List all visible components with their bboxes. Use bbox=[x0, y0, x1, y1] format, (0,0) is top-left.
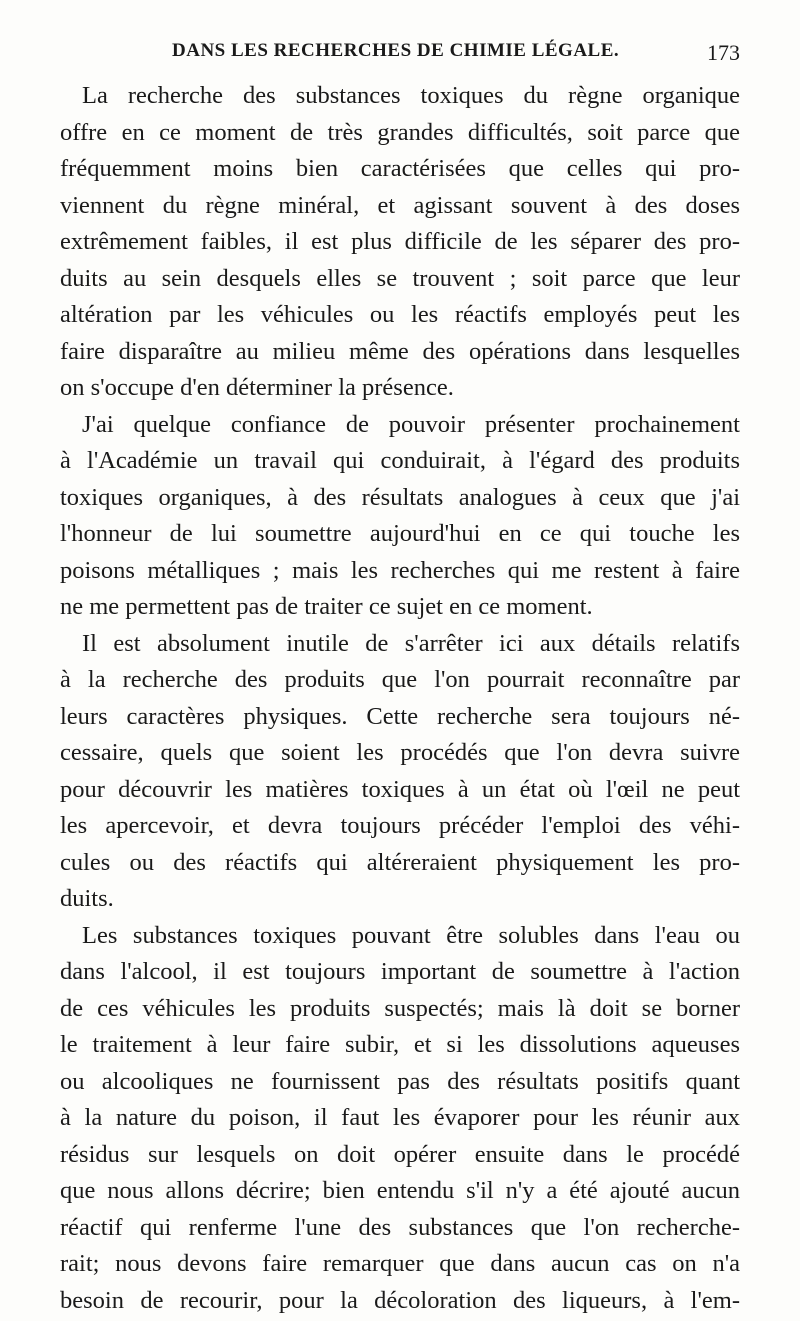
text-line: dans l'alcool, il est toujours important de soumettre à l'action bbox=[60, 958, 740, 985]
text-line: l'honneur de lui soumettre aujourd'hui en ce qui touche les bbox=[60, 520, 740, 547]
text-line: réactif qui renferme l'une des substances que l'on recherche- bbox=[60, 1213, 740, 1241]
text-line: besoin de recourir, pour la décoloration des liqueurs, à l'em- bbox=[60, 1286, 740, 1314]
text-line: à la recherche des produits que l'on pourrait reconnaître par bbox=[60, 666, 740, 693]
text-line: fréquemment moins bien caractérisées que celles qui pro- bbox=[60, 155, 740, 182]
text-line: cules ou des réactifs qui altéreraient physiquement les pro- bbox=[60, 848, 740, 876]
text-line: ou alcooliques ne fournissent pas des résultats positifs quant bbox=[60, 1067, 740, 1095]
text-line: offre en ce moment de très grandes difficultés, soit parce que bbox=[60, 118, 740, 146]
text-line: ne me permettent pas de traiter ce sujet en ce moment. bbox=[60, 593, 593, 620]
text-line: les apercevoir, et devra toujours précéder l'emploi des véhi- bbox=[60, 812, 740, 839]
text-line: à l'Académie un travail qui conduirait, à l'égard des produits bbox=[60, 447, 740, 474]
text-line: de ces véhicules les produits suspectés; mais là doit se borner bbox=[60, 994, 740, 1022]
text-line: résidus sur lesquels on doit opérer ensuite dans le procédé bbox=[60, 1140, 740, 1168]
text-line: rait; nous devons faire remarquer que dans aucun cas on n'a bbox=[60, 1250, 740, 1277]
text-line: duits au sein desquels elles se trouvent ; soit parce que leur bbox=[60, 264, 740, 292]
text-line: leurs caractères physiques. Cette recherche sera toujours né- bbox=[60, 702, 740, 730]
text-line: J'ai quelque confiance de pouvoir présenter prochainement bbox=[82, 410, 740, 438]
text-line: pour découvrir les matières toxiques à un état où l'œil ne peut bbox=[60, 775, 740, 803]
text-line: altération par les véhicules ou les réactifs employés peut les bbox=[60, 301, 740, 328]
running-title: DANS LES RECHERCHES DE CHIMIE LÉGALE. bbox=[172, 40, 620, 61]
text-line: toxiques organiques, à des résultats analogues à ceux que j'ai bbox=[60, 483, 740, 511]
text-line: que nous allons décrire; bien entendu s'il n'y a été ajouté aucun bbox=[60, 1177, 740, 1204]
body-text bbox=[60, 78, 740, 1319]
text-line: à la nature du poison, il faut les évaporer pour les réunir aux bbox=[60, 1104, 740, 1131]
text-line: duits. bbox=[60, 885, 114, 912]
page-number: 173 bbox=[707, 40, 740, 65]
text-line: cessaire, quels que soient les procédés que l'on devra suivre bbox=[60, 739, 740, 766]
text-line: Il est absolument inutile de s'arrêter ici aux détails relatifs bbox=[82, 629, 740, 657]
text-line: on s'occupe d'en déterminer la présence. bbox=[60, 374, 454, 401]
text-line: Les substances toxiques pouvant être solubles dans l'eau ou bbox=[82, 921, 740, 949]
running-head bbox=[60, 36, 740, 70]
text-line: La recherche des substances toxiques du règne organique bbox=[82, 82, 740, 109]
text-line: viennent du règne minéral, et agissant souvent à des doses bbox=[60, 191, 740, 219]
text-line: faire disparaître au milieu même des opérations dans lesquelles bbox=[60, 337, 740, 365]
text-line: le traitement à leur faire subir, et si les dissolutions aqueuses bbox=[60, 1031, 740, 1058]
text-line: poisons métalliques ; mais les recherches qui me restent à faire bbox=[60, 556, 740, 584]
text-line: extrêmement faibles, il est plus difficile de les séparer des pro- bbox=[60, 228, 740, 255]
